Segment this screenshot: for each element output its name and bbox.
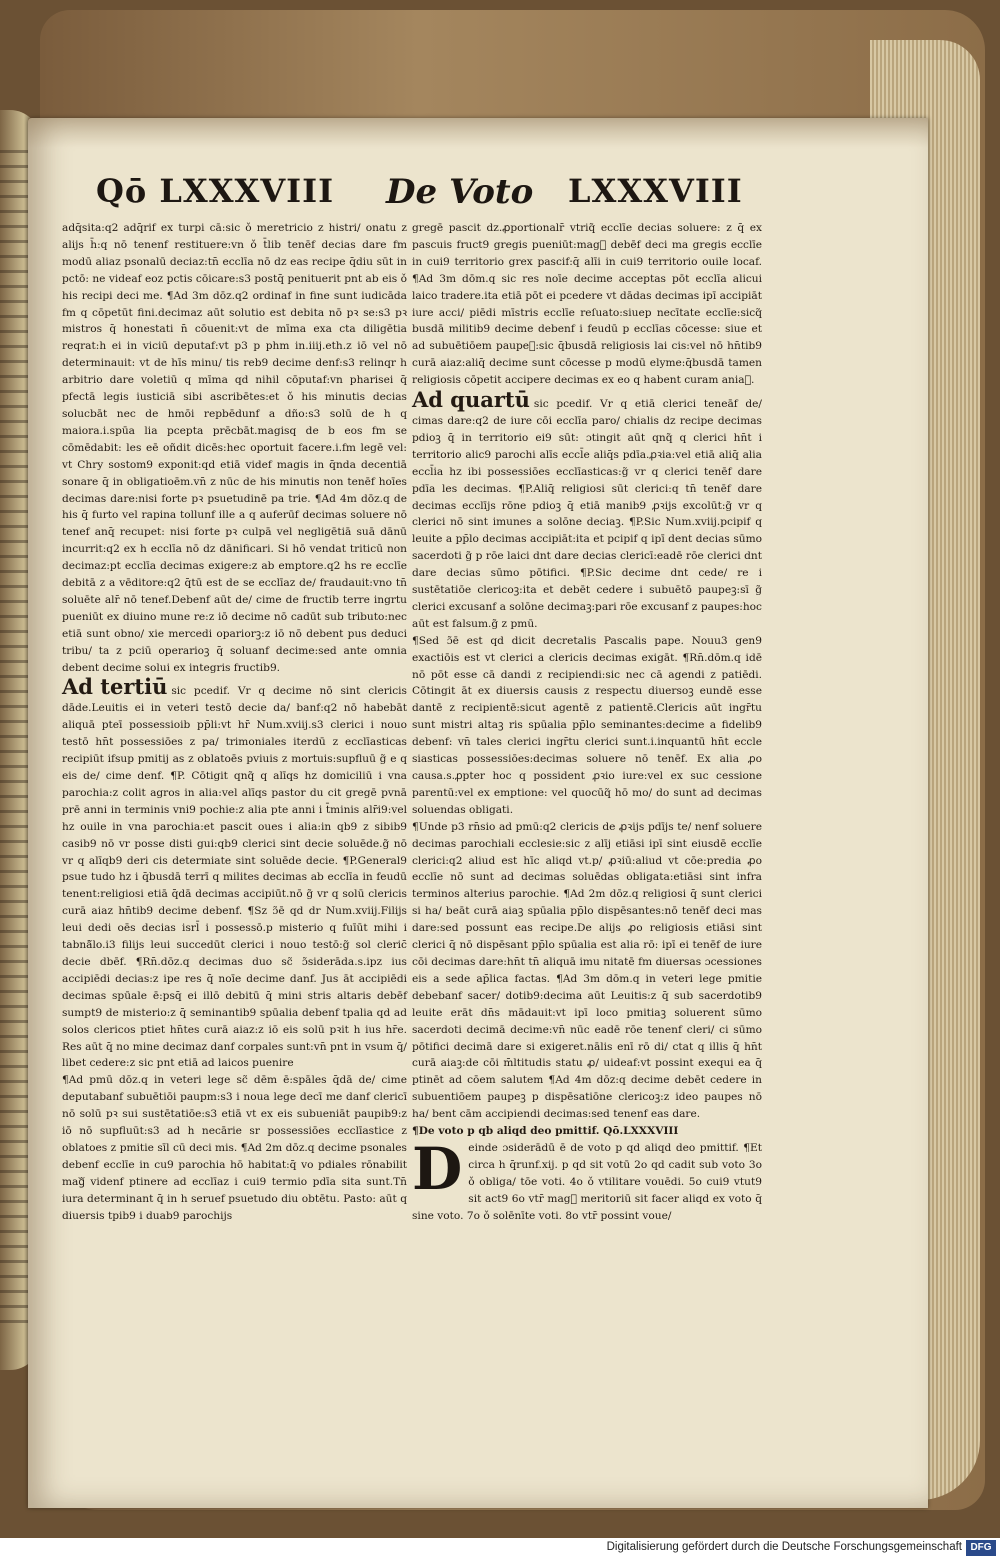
article-heading: Ad quartū	[412, 387, 530, 413]
paragraph: gregē pascit dz.ꝓportionalr̄ vtriq̃ ecclīe decias soluere: z q̄ ex pascuis fruct9 gregis pueniūt:magᷓ debēf deci ma gregis ecclīe in cui9 territorio grex pascif:q̄ alīi in cui9 territorio ouile locaf. ¶Ad 3m dōm.q sic res noīe decime acceptas pōt ecclīa alicui laico tradere.ita etiā pōt ei pcedere vt dādas decimas ipī accipiāt iure acci/ piēdi mīstris ecclīe reſuato:siuep necītate ecclīe:sicq̃ busdā militib9 decime debenf i feudū p ecclīas cōcesse: siue et ad subuētiōem paupeꝫ:sic q̄busdā religiosis lai cis:vel nō hn̄tib9 curā aiaz:aliq̄ decime sunt cōcesse p modū elyme:q̄busdā tamen religiosis cōpetit accipere decimas ex eo q habent curam aniaꝫ.	[412, 222, 762, 387]
opening-text: einde ɔsiderādū ē de voto p qd aliqd deo pmittif. ¶Et circa h q̄runf.xij. p qd sit votū 2o qd cadit sub voto 3o ǒ obliga/ tōe voti. 4o ǒ vtilitare vouēdi. 5o cui9 vtut9 sit act9 6o vtr̄ magᷓ meritoriū sit facer aliqd ex voto q̄ sine voto. 7o ǒ solēnīte voti. 8o vtr̄ possint voue/	[412, 1141, 762, 1222]
question-number-left: Qō LXXXVIII	[96, 172, 335, 210]
paragraph: ¶Sed ɔ̃ē est qd dicit decretalis Pascalis pape. Nouu3 gen9 exactiōis est vt clerici a clericis decimas exigāt. ¶Rn̄.dōm.q idē nō pōt esse cā dandi z recipiendi:sic nec cā agendi z patiēdi. Cōtingit āt ex diuersis causis z respectu diuersoꝫ eundē esse dantē z recipientē:sicut agentē z patientē.Clericis aūt ingr̄tu sunt mistri altaꝫ ris spūalia pp̄lo seminantes:decime a fidelib9 debenf: vn̄ tales clerici ingr̄tu clerici sunt.i.inquantū hn̄t eccle siasticas possessiōes:decimas soluere nō tenēf. Ex alia ꝓo causa.s.ꝓpter hoc q possident ꝓꝛio iure:vel ex suc cessione parentū:vel ex emptione: vel quocūq̃ hō mo/ do sunt ad decimas soluendas obligati.	[412, 634, 762, 816]
digitization-footer	[0, 1538, 1000, 1560]
question-number-right: LXXXVIII	[568, 172, 743, 210]
question-rubric: ¶De voto p qb aliqd deo pmittif. Qō.LXXXVIII	[412, 1125, 679, 1138]
article-paragraph	[62, 676, 407, 1072]
left-text-column	[62, 220, 407, 1224]
paragraph: adq̄sita:q2 adq̄rif ex turpi cā:sic ǒ meretricio z histri/ onatu z alijs h̄:q nō tenenf restituere:vn ǒ t̄lib tenēf decias dare fm modū aliaz psonalū deciaz:tn̄ ecclīa nō dz eas recipe q̄diu sūt in pctō: ne videaf eoz pctis cōicare:s3 postq̄ penituerit pnt ab eis ǒ his recipi deci me. ¶Ad 3m dōz.q2 ordinaf in fine sunt iudicāda fm q cōpetūt fini.decimaz aūt solutio est debita nō pꝛ se:s3 pꝛ mistros q̄ honestati n̄ cōuenit:vt de mīma exa cta diligētia reqrat:h ei in viciū deputaf:vt p3 p phm in.iiij.eth.z iō vel nō determinauit: vt de hīs minu/ tis reb9 decime denf:s3 relinqr h arbitrio dare voletiū q mīma qd nihil cōputaf:vn pharisei q̄ pfectā legis iusticiā sibi ascribētes:et ǒ his minutis decias solucbāt nec de hmōi repbēdunf a dño:s3 solū de h q maiora.i.spūa lia pcepta prēcbāt.magisq de b eos fm se cōmēdabit: les eē oñdit dicēs:hec oportuit facere.i.fm legē vel: vt Chry sostom9 exponit:qd etiā videf magis in q̄nda decentiā sonare q̄ in obligatioēm.vn̄ z nūc de his minutis non tenēf hoīes decimas dare:nisi forte pꝛ psuetudinē pa trie. ¶Ad 4m dōz.q de his q̄ furto vel rapina tollunf ille a q auferūf decimas soluere nō tenef anq̄ recupet: nisi forte pꝛ culpā vel negligētiā suā dānū incurrit:q2 ex h ecclīa nō dz dānificari. Si hō vendat triticū non decimaz:pt ecclīa decimas exigere:z ab emptore.q2 hs re ecclīe debitā z a vēditore:q2 q̄tū est de se ecclīaz de/ fraudauit:vno tn̄ soluēte alr̄ nō tenef.Debenf aūt de/ cime de fructib terre ingrtu pueniūt ex diuino mune re:z iō decime nō cadūt sub tributo:nec etiā sunt obno/ xie mercedi opariorꝫ:z iō nō debent pus deduci tribu/ ta z pciū operarioꝫ q̄ soluanf decime:sed ante omnia debent decime solui ex integris fructib9.	[62, 222, 407, 674]
article-paragraph	[412, 389, 762, 633]
paragraph: ¶Unde p3 rn̄sio ad pmū:q2 clericis de ꝓꝛijs pdījs te/ nenf soluere decimas parochiali ecclesie:sic z alīj etiāsi ipī sint eiusdē ecclīe clerici:q2 aliud est hīc aliqd vt.p/ ꝓꝛiū:aliud vt cōe:predia ꝓo ecclīe nō sunt ad decimas soluēdas obligata:etiāsi sint infra terminos alterius parochie. ¶Ad 2m dōz.q religiosi q̄ sunt clerici si ha/ beāt curā aiaꝫ spūalia pp̄lo dispēsantes:nō tenēf deci mas dare:sed possunt eas recipe.De alijs ꝓo religiosis etiāsi sint clerici q̄ nō dispēsant pp̄lo spūalia est alia rō: ipī ei tenēf de iure cōi decimas dare:hn̄t tn̄ aliquā imu nitatē fm diuersas ɔcessiones eis a sede ap̄lica factas. ¶Ad 3m dōm.q in veteri lege pmitie debebanf sacer/ dotib9:decima aūt Leuitis:z q̄ sub sacerdotib9 leuite erāt dn̄s mādauit:vt ipī loco pmitiaꝫ soluerent sūmo sacerdoti decimā decime:vn̄ nūc eadē rōe tenenf cleri/ ci sūmo pōtifici decimā dare si exigeret.nālis enī rō di/ ctat q illis q̄ hn̄t curā aiaꝫ:de cōi m̄ltitudis statu ꝓ/ uideaf:vt possint exequi ea q̄ ptinēt ad cōem salutem ¶Ad 4m dōz:q decime debēt cedere in subuentiōem paupeꝫ p dispēsatiōne clericoꝫ:z ideo paupes nō ha/ bent cām accipiendi decimas:sed tenenf eas dare.	[412, 820, 762, 1121]
right-text-column	[412, 220, 762, 1224]
running-head	[96, 172, 756, 226]
running-title: De Voto	[386, 172, 534, 212]
dfg-logo: DFG	[966, 1540, 996, 1556]
funding-credit: Digitalisierung gefördert durch die Deutsche Forschungsgemeinschaft	[606, 1541, 962, 1553]
page-top-shadow	[28, 118, 928, 148]
paragraph: ¶Ad pmū dōz.q in veteri lege sc̃ dēm ē:spāles q̄dā de/ cime deputabanf subuētiōi paupm:s3 i noua lege decī me danf clericī nō solū pꝛ sui sustētatiōe:s3 etiā vt ex eis subueniāt paupib9:z iō nō supfluūt:s3 ad h necārie sr possessiōes ecclīastice z oblatoes z pmitie sīl cū deci mis. ¶Ad 2m dōz.q decime psonales debenf ecclīe in cu9 parochia hō habitat:q̄ vo pdiales rōnabilit magᷓ videnf ptinere ad ecclīaz i cui9 termio pdīa sita sunt.Tn̄ iura determinant q̄ in h seruef psuetudo diu obtētu. Pasto: aūt q diuersis tpib9 i duab9 parochijs	[62, 1074, 407, 1222]
decorated-initial: D	[412, 1134, 463, 1203]
question-opening	[412, 1134, 762, 1225]
article-heading: Ad tertiū	[62, 674, 168, 700]
article-text: sic pcedif. Vr q decime nō sint clericis dāde.Leuitis ei in veteri testō decie da/ banf:q2 nō habebāt aliquā pteī possessioib pp̄li:vt hr̄ Num.xviij.s3 clerici i nouo testō hn̄t possessiōes z pa/ trimoniales iterdū z ecclīasticas recipiūt ifsup pmitij as z oblatoēs pviuis z mortuis:supfluū g̃ e q eis de/ cime denf. ¶P. Cōtigit qnq̃ q alīqs hz domiciliū i vna parochia:z colit agros in alia:vel alīqs pastor du cit gregē pvnā prē anni in terminis vni9 pochie:z alia pte anni i t̄minis alr̄i9:vel hz ouile in vna parochia:et pascit oues i alia:in qb9 z sibib9 casib9 nō vr posse disti gui:qb9 clerici sint decie soluēde.g̃ nō vr q alīqb9 deri cis determiate sint soluēde decie. ¶P.General9 psue tudo hz i q̄busdā terrī q milites decimas ab ecclīa in feudū tenent:religiosi etiā q̄dā decimas accipiūt.nō g̃ vr q solū clericis curā aiaz hn̄tib9 decime debenf. ¶Sz ɔ̃ē qd dr Num.xviij.Filijs leui dedi oēs decias isrl̄ i possessō.p misterio q fuīūt mihi i tabnā̃lo.i3 filijs leui succedūt clerici i nouo testō:g̃ sol cleric̄ decie dbēf. ¶Rn̄.dōz.q decimas duo sc̃ ɔ̃siderāda.s.ipz ius accipiēdi decias:z ipe res q̄ noīe decime danf. Jus āt accipiēdi decimas spūale ē:psq̄ ei illō debitū q̄ mini stris altaris debēf sumpt9 de misterio:z q̄ seminantib9 spūalia debenf tpalia qd ad solos clericos ptiet hn̄tes curā aiaz:z iō eis solū pꝛit h ius hr̄e. Res aūt q̄ no mine decimaz danf corpales sunt:vn̄ pnt in vsum q̄/ libet cedere:z sic pnt etiā ad laicos puenire	[62, 685, 407, 1070]
facing-page-text-fragment	[0, 150, 28, 1330]
article-text: sic pcedif. Vr q etiā clerici teneāf de/ cimas dare:q2 de iure cōi ecclīa paro/ chialis dz recipe decimas pdioꝫ q̄ in territorio ei9 sūt: ɔtingit aūt qnq̃ q clerici hn̄t i territorio alic9 parochi alīs eccl̄e aliq̄s pdīa.ꝓꝛia:vel etiā aliq̄ alia eccl̄ia hz ibi possessiōes ecclīasticas:g̃ vr q clerici tenēf dare pdīa les decimas. ¶P.Aliq̄ religiosi sūt clerici:q tn̄ tenēf dare decimas ecclījs rōne pdioꝫ q̄ etiā manib9 ꝓꝛijs excolūt:g̃ vr q clerici nō sint imunes a solōne deciaꝫ. ¶P.Sic Num.xviij.pcipif q leuite a pp̄lo decimas accipiāt:ita et pcipif q ipī dent decias sūmo sacerdoti g̃ p rōe laici dnt dare decias clericī:eadē rōe clerici dnt dare decias sūmo pōtifici. ¶P.Sic decime dnt cede/ re i sustētatiōe clericoꝫ:ita et debēt cedere i subuētō paupeꝫ:sī g̃ clerici excusanf a solōne decimaꝫ:pari rōe excusanf z paupes:hoc aūt est falsum.g̃ z pmū.	[412, 398, 762, 630]
